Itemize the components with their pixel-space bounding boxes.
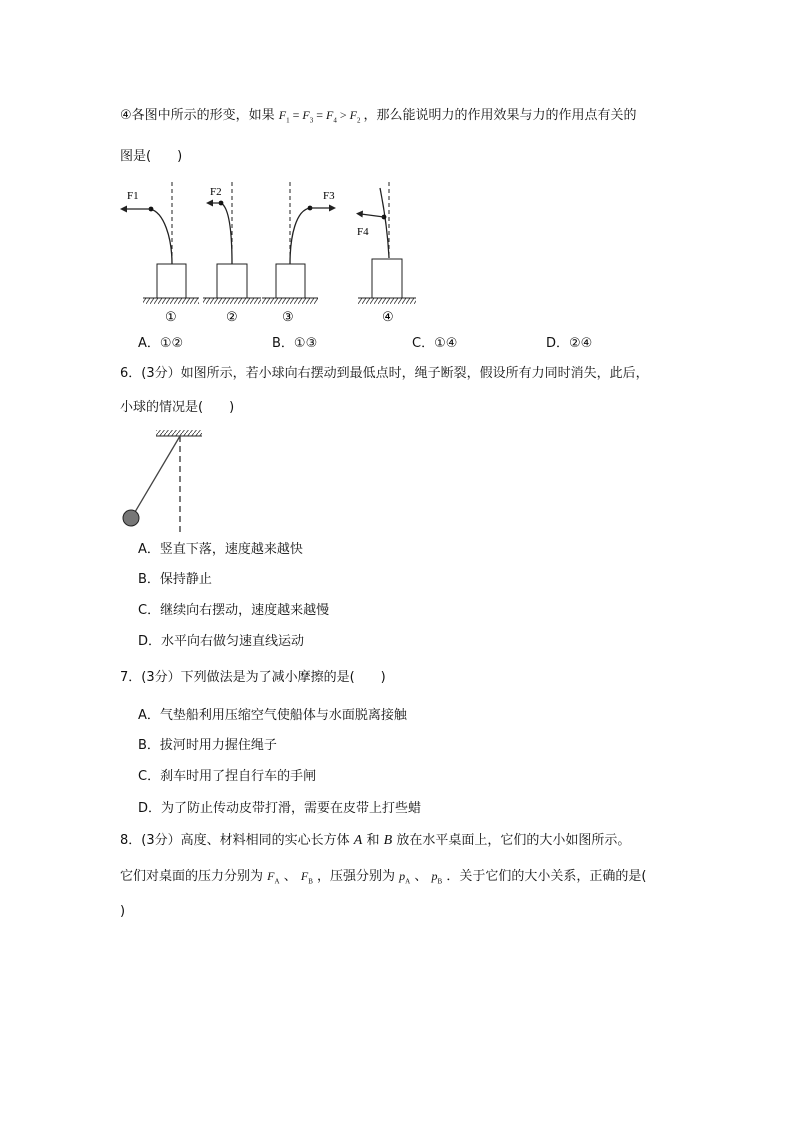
q7-option-b[interactable]: B．拔河时用力握住绳子 xyxy=(138,738,277,753)
label-F2: F2 xyxy=(210,186,222,198)
q6-option-b[interactable]: B．保持静止 xyxy=(138,572,212,587)
q5-stem-line2: 图是( ) xyxy=(120,149,183,164)
q6-stem-line1: 6．(3分）如图所示，若小球向右摆动到最低点时，绳子断裂，假设所有力同时消失，此后， xyxy=(120,366,649,381)
q6-pendulum-figure xyxy=(118,428,218,532)
q8-stem-line3: ) xyxy=(120,904,126,919)
figure-number-4: ④ xyxy=(382,309,394,324)
q5-option-a[interactable]: A．①② xyxy=(138,336,184,351)
q6-option-c[interactable]: C．继续向右摆动，速度越来越慢 xyxy=(138,603,330,618)
var-B: B xyxy=(383,833,393,848)
figure-number-2: ② xyxy=(226,309,238,324)
q5-option-b[interactable]: B．①③ xyxy=(272,336,318,351)
var-pB: $p_B$ xyxy=(431,869,443,886)
var-FA: $F_A$ xyxy=(267,869,280,886)
q7-option-a[interactable]: A．气垫船利用压缩空气使船体与水面脱离接触 xyxy=(138,708,407,723)
figure-number-1: ① xyxy=(165,309,177,324)
q5-formula: $F_1 = F_3 = F_4 > F_2$ xyxy=(278,108,361,125)
q5-deformation-figure xyxy=(110,178,430,328)
q6-option-d[interactable]: D．水平向右做匀速直线运动 xyxy=(138,634,305,649)
q5-stem-post: ，那么能说明力的作用效果与力的作用点有关的 xyxy=(363,108,637,123)
q5-stem-line1 xyxy=(120,106,637,129)
q7-option-d[interactable]: D．为了防止传动皮带打滑，需要在皮带上打些蜡 xyxy=(138,801,422,816)
ceiling-support xyxy=(156,430,202,436)
label-F3: F3 xyxy=(323,190,335,202)
q6-option-a[interactable]: A．竖直下落，速度越来越快 xyxy=(138,542,303,557)
var-pA: $p_A$ xyxy=(399,869,411,886)
var-FB: $F_B$ xyxy=(300,869,313,886)
var-A: A xyxy=(353,833,363,848)
q7-option-c[interactable]: C．刹车时用了捏自行车的手闸 xyxy=(138,769,317,784)
q5-option-c[interactable]: C．①④ xyxy=(412,336,458,351)
q7-stem: 7．(3分）下列做法是为了减小摩擦的是( ) xyxy=(120,670,386,685)
q5-stem-pre: ④各图中所示的形变，如果 xyxy=(120,108,275,123)
pendulum-string xyxy=(135,436,180,512)
q6-stem-line2: 小球的情况是( ) xyxy=(120,400,235,415)
fig4-bent-plate xyxy=(356,182,416,304)
q8-stem-line1: 8．(3分）高度、材料相同的实心长方体 A 和 B 放在水平桌面上，它们的大小如图所示。 xyxy=(120,833,631,848)
q8-stem-line2: 它们对桌面的压力分别为 $F_A$ 、 $F_B$ ，压强分别为 $p_A$ 、 $p_B$ ．关于它们的大小关系，正确的是( xyxy=(120,869,647,886)
figure-number-3: ③ xyxy=(282,309,294,324)
fig2-bent-plate xyxy=(203,182,261,304)
label-F1: F1 xyxy=(127,190,139,202)
pendulum-ball xyxy=(123,510,139,526)
label-F4: F4 xyxy=(357,226,369,238)
q5-option-d[interactable]: D．②④ xyxy=(546,336,593,351)
